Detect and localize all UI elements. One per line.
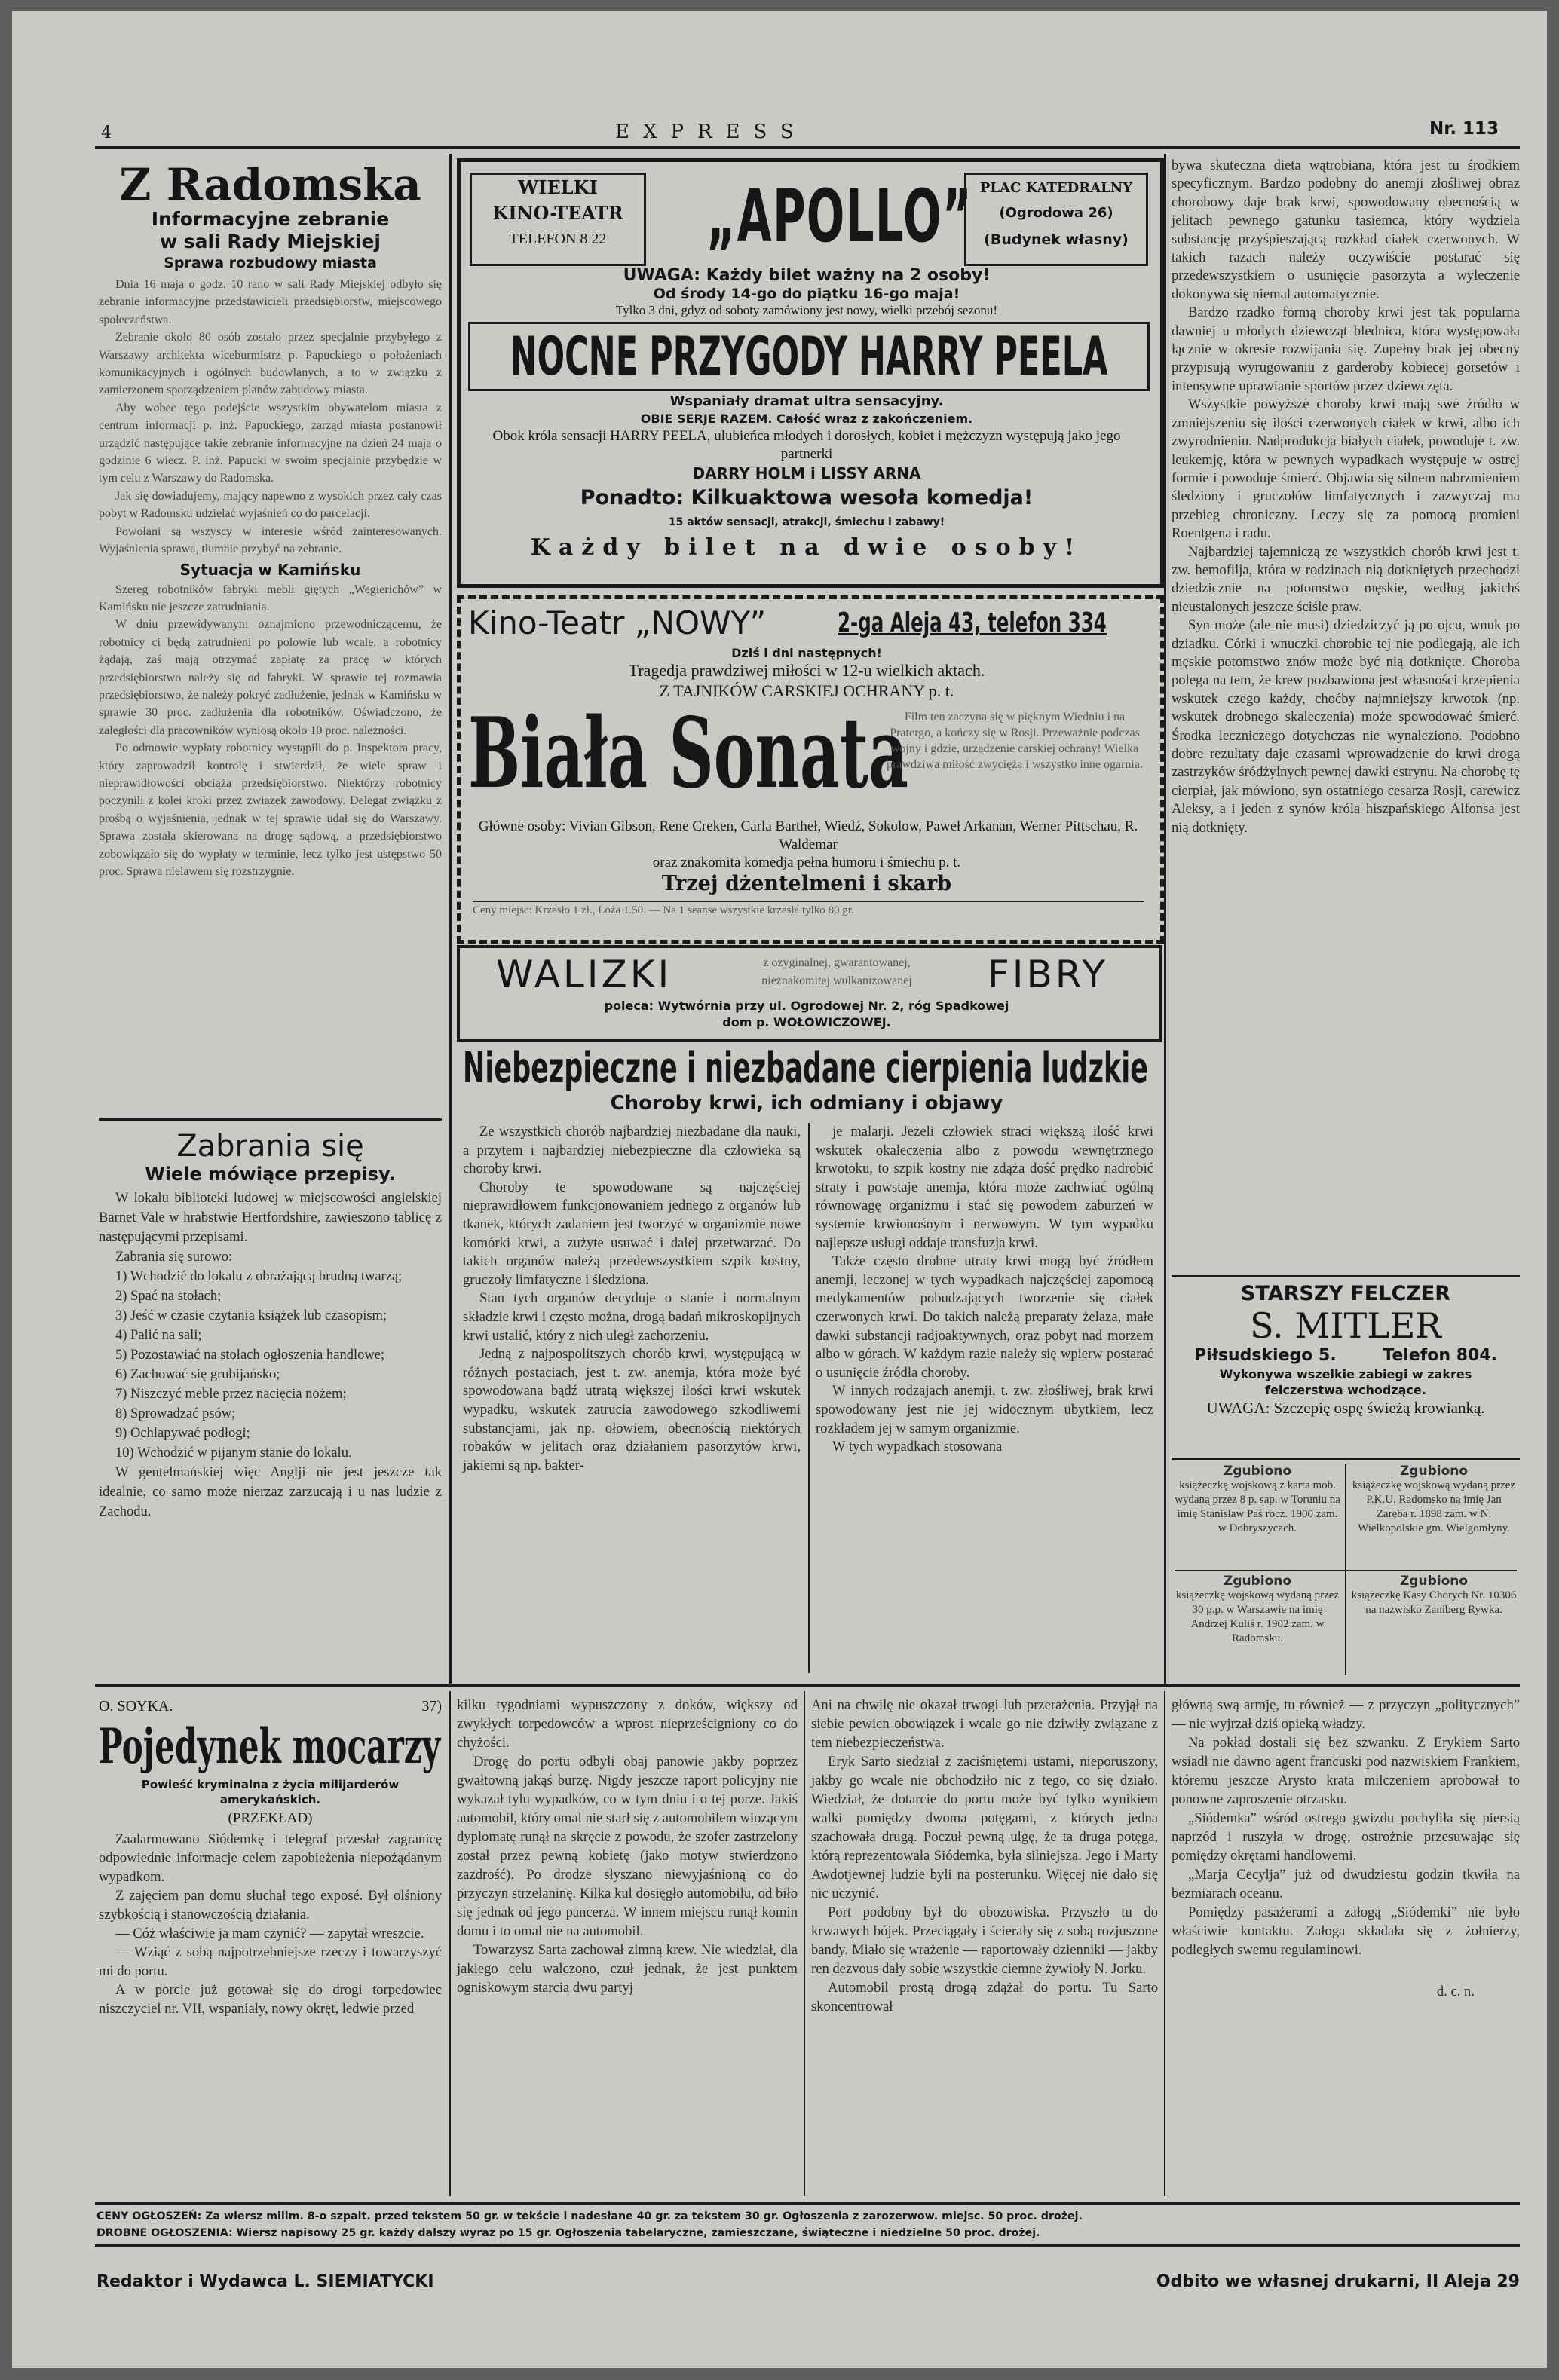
radomska-p1: Dnia 16 maja o godz. 10 rano w sali Rady Miejskiej odbyło się zebranie informacyjne przedstawicieli przedsiębiorstw, miejscowego społeczeństwa. <box>99 278 442 326</box>
apollo-desc7: Każdy bilet na dwie osoby! <box>530 534 1083 561</box>
apollo-right-box <box>964 173 1148 266</box>
zabrania-item: 9) Ochlapywać podłogi; <box>115 1426 250 1441</box>
zabrania-p2: W gentelmańskiej więc Anglji nie jest jeszcze tak idealnie, co samo może nierzaz zarzucają i u nas ludzie z Zachodu. <box>99 1465 442 1519</box>
apollo-name: „APOLLO” <box>706 174 973 258</box>
zabrania-item: 10) Wchodzić w pijanym stanie do lokalu. <box>115 1445 352 1461</box>
radomska-body <box>99 276 442 558</box>
newspaper-page <box>12 11 1547 2368</box>
apollo-film-banner <box>468 322 1150 391</box>
nowy-line3: Z TAJNIKÓW CARSKIEJ OCHRANY p. t. <box>659 681 954 700</box>
nowy-name: Kino-Teatr „NOWY” <box>468 604 767 641</box>
felczer-line1: STARSZY FELCZER <box>1240 1282 1451 1305</box>
choroby-col-2 <box>816 1123 1153 1457</box>
zabrania-p1: W lokalu biblioteki ludowej w miejscowości angielskiej Barnet Vale w hrabstwie Hertfordshire, zawieszono tablicę z następującymi przepisami. <box>99 1191 442 1245</box>
masthead-rule <box>95 146 1520 149</box>
lost-notice <box>1351 1464 1517 1536</box>
novel-col-4 <box>1172 1696 1520 2001</box>
lost-text: książeczkę wojskową wydaną przez 30 p.p. w Warszawie na imię Andrzej Kuliś r. 1902 zam. w Radomsku. <box>1175 1589 1340 1644</box>
apollo-ad <box>457 158 1164 588</box>
radomska-sub1: Informacyjne zebranie <box>151 208 390 230</box>
apollo-notice1: UWAGA: Każdy bilet ważny na 2 osoby! <box>623 266 991 285</box>
lost-title: Zgubiono <box>1223 1464 1292 1479</box>
paper-name: EXPRESS <box>615 121 807 143</box>
novel-author: O. SOYKA. <box>99 1698 173 1715</box>
felczer-line2: Wykonywa wszelkie zabiegi w zakres felczerstwa wchodzące. <box>1219 1367 1472 1397</box>
lost-title: Zgubiono <box>1399 1464 1469 1479</box>
novel-divider-2 <box>804 1691 805 2196</box>
radomska-title: Z Radomska <box>119 159 421 210</box>
novel-p: Port podobny był do obozowiska. Przyszło tu do krwawych bójek. Przeciągały i ścierały się z sobą rozjuszone bandy. Miało się wrażenie — raportowały dzienniki — jakby ren dezvous dały sobie wszystkie ciemne żywioły N. Jorku. <box>811 1904 1158 1977</box>
choroby-headline <box>457 1045 1156 1093</box>
radomska-sub4: Sytuacja w Kamińsku <box>179 560 361 579</box>
left-divider <box>99 1118 442 1121</box>
choroby-c3-p: Bardzo rzadko formą choroby krwi jest tak popularna dawniej u młodych dziewcząt blednica, która występowała łącznie w okresie rozwijania się. Zupełny brak jej obecny przypisują wyrugowaniu z garderoby kobiecej gorsetów i intensywne uprawianie sportów przez dziewczęta. <box>1172 304 1520 394</box>
choroby-c1-p: Stan tych organów decyduje o stanie i normalnym składzie krwi i często można, drogą badań mikroskopijnych krwi ustalić, który z nich uległ zachorzeniu. <box>463 1290 801 1344</box>
footer-printer: Odbito we własnej drukarni, II Aleja 29 <box>1156 2272 1520 2291</box>
radomska-sub3: Sprawa rozbudowy miasta <box>164 255 377 271</box>
zabrania-item: 6) Zachować się grubijańsko; <box>115 1367 280 1382</box>
footer-prices-2: DROBNE OGŁOSZENIA: Wiersz napisowy 25 gr. każdy dalszy wyraz po 15 gr. Ogłoszenia tabelaryczne, zamieszczane, świąteczne i niedzielne 50 proc. drożej. <box>96 2227 1040 2239</box>
radomska-p8: Po odmowie wypłaty robotnicy wystąpili do p. Inspektora pracy, który zaprowadził kontrolę i stwierdził, że wiele spraw i nieprawidłowości obciąża przedsiębiorstwo. Niektórzy robotnicy poczynili z kolei kroki przez związek zawodowy. Delegat związku z prośbą o wyjaśnienia, jednak w tej sprawie udał się do Warszawy. Sprawa została skierowana na drogę sądową, a przedsiębiorstwo zobowiązało się do wypłaty w terminie, lecz tylko jest ustępstwo 50 proc. Sprawa nielawem się rozstrzygnie. <box>99 742 442 878</box>
col-divider-2 <box>1164 154 1166 1684</box>
radomska-sub2: w sali Rady Miejskiej <box>160 231 381 252</box>
novel-p: „Marja Cecylja” już od dwudziestu godzin tkwiła na bezmiarach oceanu. <box>1172 1867 1520 1901</box>
felczer-address-row <box>1172 1345 1520 1366</box>
novel-p: kilku tygodniami wypuszczony z doków, większy od zwykłych torpedowców a wprost nieprześcigniony co do chyżości. <box>457 1697 798 1751</box>
lost-text: książeczkę wojskową wydaną przez P.K.U. Radomsko na imię Jan Zaręba r. 1898 zam. w N. Wielkopolskie gm. Wielgomłyny. <box>1352 1479 1516 1534</box>
zabrania-title: Zabrania się <box>176 1129 364 1164</box>
novel-divider-1 <box>449 1691 451 2196</box>
radomska-p3: Aby wobec tego podejście wszystkim obywatelom miasta z centrum informacji p. inż. Papuckiego, zarząd miasta postanowił urządzić następujące takie zebranie informacyjne na dzień 24 maja o godzinie 6 wiecz. P. inż. Papucki w swoim specjalnie przybędzie w tym celu z Warszawy do Radomska. <box>99 401 442 485</box>
lost-notice <box>1175 1574 1340 1646</box>
novel-title: Pojedynek mocarzy <box>99 1718 441 1775</box>
walizki-polec: poleca: Wytwórnia przy ul. Ogrodowej Nr. 2, róg Spadkowej <box>604 999 1009 1013</box>
apollo-desc4: DARRY HOLM i LISSY ARNA <box>692 464 921 482</box>
footer-editor: Redaktor i Wydawca L. SIEMIATYCKI <box>96 2272 434 2291</box>
novel-p: Automobil prostą drogą zdążał do portu. Tu Sarto skoncentrował <box>811 1980 1158 2014</box>
issue-number: Nr. 113 <box>1429 119 1499 139</box>
apollo-notice2: Od środy 14-go do piątku 16-go maja! <box>653 286 960 302</box>
radomska-p2: Zebranie około 80 osób zostało przez specjalnie przybyłego z Warszawy architekta wiceburmistrz p. Papuckiego o położeniach komunikacyjnych i ogólnych budowlanych, a to w związku z zamierzonem sporządzeniem planów zabudowy miasta. <box>99 331 442 397</box>
novel-p: Eryk Sarto siedział z zaciśniętemi ustami, nieporuszony, jakby go wcale nie obchodziło nic z tego, co się działo. Wiedział, że dotarcie do portu może być tylko wynikiem walki pomiędzy dwoma potęgami, z których jedna szachowała drugą. Poczuł pewną ulgę, że ta druga potęga, którą reprezentowała Siódemka, była silniejsza. Jego i Marty Awdotjewnej ludzie byli na posterunku. Więcej nie dało się nic uczynić. <box>811 1754 1158 1901</box>
apollo-right3: (Budynek własny) <box>984 231 1129 248</box>
zabrania-item: 3) Jeść w czasie czytania książek lub czasopism; <box>115 1308 387 1323</box>
footer-rule-top <box>95 2202 1520 2205</box>
nowy-line1: Dziś i dni następnych! <box>731 646 882 660</box>
choroby-c3-p: bywa skuteczna dieta wątrobiana, która jest tu środkiem specyficznym. Bardzo podobny do anemji złośliwej obraz chorobowy daje brak krwi, spowodowany obecnością w jelitach pewnego gatunku tasiemca, który wydziela substancję przyśpieszającą rozkład ciałek czerwonych. W takich razach należy oczywiście postarać się przedewszystkiem o usunięcie pasorzyta a wyleczenie dokonywa się niemal automatycznie. <box>1172 158 1520 302</box>
lower-section-rule <box>95 1684 1520 1687</box>
apollo-desc1: Wspaniały dramat ultra sensacyjny. <box>669 393 944 409</box>
novel-p: Zaalarmowano Siódemkę i telegraf przesłał zagranicę odpowiednie informacje celem zapobieżenia niepożądanym wypadkom. <box>99 1831 442 1885</box>
lost-notice <box>1175 1464 1340 1536</box>
novel-p: Pomiędzy pasażerami a załogą „Siódemki” nie było właściwie kontaktu. Załoga składała się z żołnierzy, podległych swemu regulaminowi. <box>1172 1904 1520 1958</box>
page-number: 4 <box>101 124 112 142</box>
lost-divider-h <box>1175 1570 1517 1571</box>
choroby-c2-p: je malarji. Jeżeli człowiek straci większą ilość krwi wskutek okaleczenia albo z powodu wewnętrznego krwotoku, to szpik kostny nie zdąża dość prędko nadrobić straty i powstaje anemja, która może zachwiać ogólną równowagę organizmu i stać się powodem zaburzeń w systemie krwionośnym i nerwowym. W tym wypadku najlepsze usługi oddaje transfuzja krwi. <box>816 1124 1153 1251</box>
lost-notice <box>1351 1574 1517 1617</box>
nowy-comedy: Trzej dżentelmeni i skarb <box>661 872 952 895</box>
felczer-street: Piłsudskiego 5. <box>1194 1346 1337 1365</box>
nowy-address: 2-ga Aleja 43, telefon 334 <box>838 607 1107 638</box>
novel-p: — Cóż właściwie ja mam czynić? — zapytał wreszcie. <box>115 1926 424 1941</box>
zabrania-list <box>99 1267 442 1463</box>
lost-text: książeczkę wojskową z karta mob. wydaną przez 8 p. sap. w Toruniu na imię Stanisław Paś rocz. 1900 zam. w Dobryszycach. <box>1175 1479 1340 1534</box>
novel-episode: 37) <box>421 1698 442 1715</box>
nowy-ad <box>457 595 1164 944</box>
nowy-side-text: Film ten zaczyna się w pięknym Wiedniu i na Pratergo, a kończy się w Rosji. Przeważnie podczas wojny i gdzie, urządzenie carskiej ochrany! Wielka prawdziwa miłość zwycięża i wszystko inne ogarnia. <box>887 711 1143 771</box>
choroby-c3-p: Syn może (ale nie musi) dziedziczyć ją po ojcu, wnuk po dziadku. Córki i wnuczki chorobie tej nie podlegają, ale ich męskie potomstwo znów może być nią dotknięte. Choroba polega na tem, że krew pozbawiona jest własności krzepienia wskutek czego każdy, choćby najmniejszy krwotok (np. wskutek drobnego skaleczenia) może spowodować śmierć. Środka leczniczego dotychczas nie wynaleziono. Podobno dobre rezultaty daje czasami wprowadzenie do krwi drogą zastrzyków śródżylnych pewnej dawki estrynu. Na chorobę tę cierpiał, jak mówiono, syn ostatniego cesarza Rosji, carewicz Aleksy, a i jeden z synów króla hiszpańskiego Alfonsa jest nią dotknięty. <box>1172 617 1520 836</box>
choroby-col-1 <box>463 1123 801 1475</box>
novel-col-2 <box>457 1696 798 1997</box>
nowy-cast: Główne osoby: Vivian Gibson, Rene Creken, Carla Bartheł, Wiedź, Sokolow, Paweł Arkanan, Werner Pittschau, R. Waldemar <box>478 818 1138 852</box>
zabrania-sub: Wiele mówiące przepisy. <box>145 1164 396 1185</box>
nowy-prices: Ceny miejsc: Krzesło 1 zł., Loża 1.50. — Na 1 seanse wszystkie krzesła tylko 80 gr. <box>473 901 1144 919</box>
novel-p: Towarzysz Sarta zachował zimną krew. Nie wiedział, dla jakiego celu walczono, czuł jednak, że jest punktem ogniskowym starcia dwu partyj <box>457 1942 798 1996</box>
apollo-notice3: Tylko 3 dni, gdyż od soboty zamówiony jest nowy, wielki przebój sezonu! <box>615 303 998 317</box>
novel-p: — Wziąć z sobą najpotrzebniejsze rzeczy i towarzyszyć mi do portu. <box>99 1944 442 1979</box>
apollo-desc6: 15 aktów sensacji, atrakcji, śmiechu i zabawy! <box>668 516 945 528</box>
novel-byline <box>99 1696 442 1717</box>
footer-rule-mid <box>95 2244 1520 2247</box>
apollo-desc3: Obok króla sensacji HARRY PEELA, ulubieńca młodych i dorosłych, kobiet i mężczyzn występują jako jego partnerki <box>492 428 1121 462</box>
choroby-c2-p: W tych wypadkach stosowana <box>832 1439 1003 1455</box>
zabrania-item: 7) Niszczyć meble przez nacięcia nożem; <box>115 1387 347 1402</box>
zabrania-item: 8) Sprowadzać psów; <box>115 1406 236 1421</box>
choroby-c1-p: Ze wszystkich chorób najbardziej niezbadane dla nauki, a przytem i najbardziej niebezpieczne dla człowieka są choroby krwi. <box>463 1124 801 1177</box>
choroby-c1-p: Jedną z najpospolitszych chorób krwi, występującą w różnych postaciach, jest t. zw. anemja, która może być spowodowana bądź utratą większej ilości krwi wskutek wypadku, wskutek zatrucia zawodowego szkodliwemi substancjami, jak np. ołowiem, obecnością niektórych robaków w jelitach oraz działaniem pasorzytów krwi, jakiemi są np. bakter- <box>463 1346 801 1473</box>
zabrania-item: 4) Palić na sali; <box>115 1328 202 1343</box>
apollo-desc <box>476 393 1138 564</box>
zabrania-item: 5) Pozostawiać na stołach ogłoszenia handlowe; <box>115 1348 385 1363</box>
radomska-p7: W dniu przewidywanym oznajmiono przewodniczącemu, że robotnicy ci będą zatrudnieni po polowie lub wcale, a robotnicy żądają, zaś mają otrzymać zapłatę za pracę w których przedsiębiorstwo należy się od fabryki. W sprawie tej rozmawia przedsiębiorstwo, że należy pokryć zadłużenie, jednak w Kamińsku w sprawie 30 proc. zadłużenia dla robotników. Oświadczono, że zaległości dla pracowników wyniosą około 10 proc. należności. <box>99 618 442 737</box>
lost-title: Zgubiono <box>1223 1574 1292 1589</box>
apollo-left1: WIELKI <box>518 176 598 198</box>
zabrania-item: 1) Wchodzić do lokalu z obrażającą brudną twarzą; <box>115 1269 403 1284</box>
radomska-body-2 <box>99 581 442 881</box>
novel-p: A w porcie już gotował się do drogi torpedowiec niszczyciel nr. VII, wspaniały, nowy okręt, ledwie przed <box>99 1982 442 2017</box>
nowy-line2: Tragedja prawdziwej miłości w 12-u wielkich aktach. <box>628 661 985 680</box>
novel-p: Ani na chwilę nie okazał trwogi lub przerażenia. Przyjął na siebie pewien obowiązek i wcale go nie dziwiły związane z tem niebezpieczeństwa. <box>811 1697 1158 1751</box>
zabrania-list-intro: Zabrania się surowo: <box>115 1250 233 1265</box>
novel-divider-3 <box>1164 1691 1165 2196</box>
radomska-section <box>99 161 442 880</box>
choroby-c1-p: Choroby te spowodowane są najczęściej nieprawidłowem funkcjonowaniem jednego z organów lub tkanek, których zadaniem jest tworzyć w organizmie nowe komórki krwi, a zużyte usuwać i dalej przetwarzać. Do takich organów należą przedewszystkiem szpik kostny, gruczoły limfatyczne i śledziona. <box>463 1179 801 1288</box>
felczer-tel: Telefon 804. <box>1383 1346 1497 1365</box>
apollo-right1: PLAC KATEDRALNY <box>979 180 1133 196</box>
choroby-col-3 <box>1172 157 1520 837</box>
walizki-ad <box>457 945 1162 1042</box>
choroby-headline-text: Niebezpieczne i niezbadane cierpienia ludzkie <box>463 1045 1148 1093</box>
felczer-name: S. MITLER <box>1250 1305 1441 1346</box>
walizki-mid2: nieznakomitej wulkanizowanej <box>761 974 912 987</box>
novel-col-1-body <box>99 1830 442 2018</box>
zabrania-item: 2) Spać na stołach; <box>115 1289 222 1304</box>
novel-sign: d. c. n. <box>1436 1984 1475 1999</box>
choroby-sub: Choroby krwi, ich odmiany i objawy <box>610 1092 1003 1115</box>
lost-text: książeczkę Kasy Chorych Nr. 10306 na nazwisko Zaniberg Rywka. <box>1351 1589 1517 1616</box>
nowy-line4: oraz znakomita komedja pełna humoru i śmiechu p. t. <box>652 855 961 870</box>
choroby-c2-p: Także często drobne utraty krwi mogą być źródłem anemji, leczonej w tych wypadkach najczęściej zapomocą medykamentów pobudzających tworzenie się ciałek czerwonych krwi. Do takich należą preparaty żelaza, małe dawki substancji radjoaktywnych, oraz pobyt nad morzem albo w górach. W każdym razie należy się wpierw postarać o usunięcie źródła choroby. <box>816 1253 1153 1381</box>
apollo-desc2: OBIE SERJE RAZEM. Całość wraz z zakończeniem. <box>640 411 973 426</box>
felczer-ad <box>1172 1275 1520 1418</box>
novel-p: Drogę do portu odbyli obaj panowie jakby poprzez gwałtowną jakąś burzę. Nigdy jeszcze raport policyjny nie wykazał tylu wypadków, co w tym dniu i o tej porze. Jakiś automobil, który omal nie starł się z automobilem wiozącym dyplomatę runął na skręcie z powodu, że szofer zastrzelony został przez pewną kobietę (jako motyw stwierdzono zazdrość). Po drodze słyszano niewyjaśnioną co do przyczyn strzelaninę. Kilka kul dosięgło automobilu, od biło się jednak od jego pancerza. W innem miejscu runął komin domu i to omal nie na automobil. <box>457 1754 798 1939</box>
walizki-word2: FIBRY <box>988 953 1108 996</box>
walizki-word1: WALIZKI <box>496 953 672 996</box>
novel-p: główną swą armję, tu również — z przyczyn „politycznych” — nie wyjrzał dziś opieką władzy. <box>1172 1697 1520 1732</box>
lost-title: Zgubiono <box>1399 1574 1469 1589</box>
apollo-left3: TELEFON 8 22 <box>509 231 607 247</box>
apollo-film-title: NOCNE PRZYGODY HARRY PEELA <box>510 326 1108 387</box>
felczer-line3: UWAGA: Szczepię ospę świeżą krowianką. <box>1206 1399 1485 1417</box>
novel-p: Na pokład dostali się bez szwanku. Z Erykiem Sarto wsiadł nie dawno agent francuski pod nazwiskiem Frankiem, któremu jeszcze Arysto krata milczeniem aprobował to ponowne zaproszenie otrzasku. <box>1172 1735 1520 1807</box>
choroby-c2-p: W innych rodzajach anemji, t. zw. złośliwej, brak krwi spowodowany jest nie jej widocznym ubytkiem, lecz rozkładem jej w samym organizmie. <box>816 1383 1153 1436</box>
radomska-p5: Powołani są wszyscy w interesie wśród zainteresowanych. Wyjaśnienia sprawa, tłumnie przybyć na zebranie. <box>99 525 442 556</box>
walizki-mid1: z ozyginalnej, gwarantowanej, <box>763 956 911 969</box>
lost-notices <box>1172 1458 1520 1678</box>
novel-p: „Siódemka” wśród ostrego gwizdu pochyliła się piersią naprzód i ruszyła w drogę, ostrożnie przesuwając się pomiędzy okrętami handlowemi. <box>1172 1810 1520 1864</box>
novel-col-3 <box>811 1696 1158 2016</box>
zabrania-section <box>99 1130 442 1522</box>
choroby-c3-p: Wszystkie powyższe choroby krwi mają swe źródło w zmniejszeniu się ilości czerwonych ciałek w krwi, albo ich zwyrodnieniu. Nadprodukcja białych ciałek, powoduje t. zw. leukemję, która w pewnych wypadkach występuje w ostrej formie i powoduje śmierć. Objawia się silnem nabrzmieniem śledziony i gruczołów limfatycznych i zazwyczaj ma przebieg chroniczny. Leczy się za pomocą promieni Roentgena i radu. <box>1172 396 1520 542</box>
choroby-c3-p: Najbardziej tajemniczą ze wszystkich chorób krwi jest t. zw. hemofilja, która w rodzinach nią dotkniętych przechodzi dziedzicznie na potomstwo męskie, według jakichś nieustalonych jeszcze ściśle praw. <box>1172 543 1520 615</box>
radomska-p6: Szereg robotników fabryki mebli giętych „Wegierichów” w Kamińsku nie jeszcze zatrudniania. <box>99 583 442 613</box>
col-divider-1 <box>449 154 452 1684</box>
novel-translation: (PRZEKŁAD) <box>228 1810 313 1826</box>
footer-prices-1: CENY OGŁOSZEŃ: Za wiersz milim. 8-o szpalt. przed tekstem 50 gr. w tekście i nadesłane 40 gr. za tekstem 30 gr. Ogłoszenia z zarozerwow. miejsc. 50 proc. drożej. <box>96 2210 1083 2222</box>
apollo-desc5: Ponadto: Kilkuaktowa wesoła komedja! <box>580 486 1034 509</box>
apollo-right2: (Ogrodowa 26) <box>999 205 1113 221</box>
novel-subtitle: Powieść kryminalna z życia milijarderów amerykańskich. <box>141 1778 400 1806</box>
zabrania-body <box>99 1188 442 1522</box>
novel-col-1 <box>99 1696 442 2018</box>
walizki-dom: dom p. WOŁOWICZOWEJ. <box>722 1015 891 1029</box>
choroby-divider <box>808 1123 810 1673</box>
apollo-left-box <box>470 173 646 266</box>
radomska-p4: Jak się dowiadujemy, mający napewno z wysokich przez cały czas pobyt w Radomsku udzielać wyjaśnień co do parcelacji. <box>99 489 442 521</box>
novel-p: Z zajęciem pan domu słuchał tego exposé. Był olśniony szybkością i stanowczością działania. <box>99 1888 442 1923</box>
apollo-left2: KINO-TEATR <box>492 202 623 224</box>
nowy-film-title: Biała Sonata <box>468 697 908 810</box>
